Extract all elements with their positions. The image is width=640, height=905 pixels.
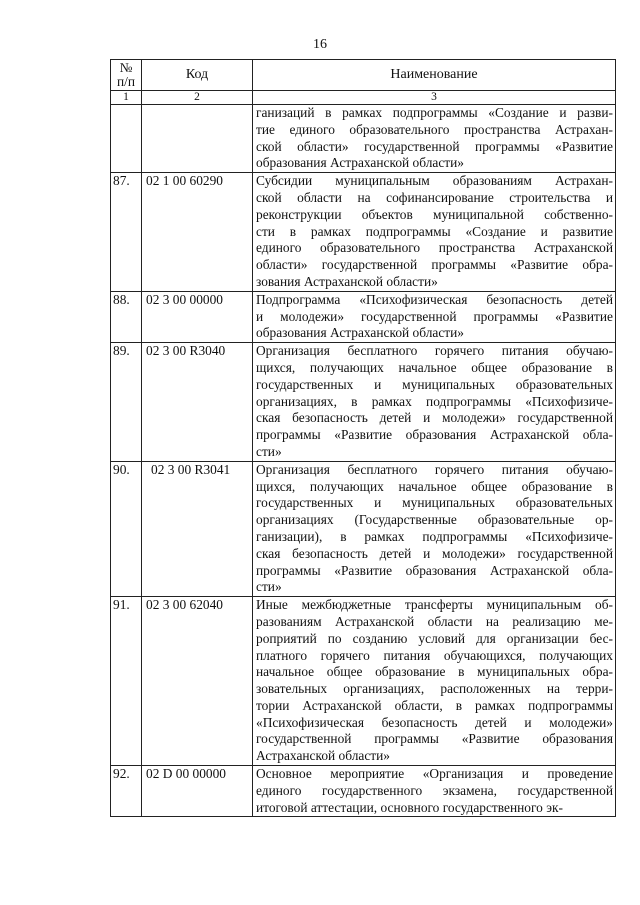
table-row xyxy=(111,173,616,292)
name-line: «Психофизическая безопасность детей и молодежи» xyxy=(256,714,613,730)
row-number: 88. xyxy=(111,291,142,342)
name-line: зовательных организациях, расположенных на терри- xyxy=(256,681,613,697)
row-code xyxy=(142,105,253,173)
header-code: Код xyxy=(142,60,253,91)
table-row xyxy=(111,766,616,817)
row-name xyxy=(253,291,616,342)
name-line: Организация бесплатного горячего питания обучаю- xyxy=(256,461,613,477)
row-number: 90. xyxy=(111,461,142,596)
row-number: 87. xyxy=(111,173,142,292)
row-code: 02 3 00 62040 xyxy=(142,597,253,766)
name-line: ской области» государственной программы «Развитие xyxy=(256,138,613,154)
name-line: щихся, получающих начальное общее образование в xyxy=(256,478,613,494)
table-row xyxy=(111,343,616,462)
name-line: сти» xyxy=(256,579,282,595)
name-line: области» государственной программы «Развитие обра- xyxy=(256,257,613,273)
header-num-line: п/п xyxy=(116,74,136,89)
header-num-line: № xyxy=(119,60,133,75)
row-name xyxy=(253,343,616,462)
name-line: Организация бесплатного горячего питания обучаю- xyxy=(256,343,613,359)
row-name xyxy=(253,105,616,173)
name-line: и молодежи» государственной программы «Развитие xyxy=(256,308,613,324)
budget-code-table xyxy=(110,59,616,817)
page-number: 16 xyxy=(313,37,327,52)
name-line: образования Астраханской области» xyxy=(256,325,464,341)
row-code: 02 3 00 R3041 xyxy=(142,461,253,596)
row-number: 92. xyxy=(111,766,142,817)
name-line: ганизации), в рамках подпрограммы «Психофизиче- xyxy=(256,528,613,544)
name-line: роприятий по созданию условий для организации бес- xyxy=(256,630,613,646)
name-line: единого образовательного пространства Астраханской xyxy=(256,240,613,256)
name-line: государственных и муниципальных образовательных xyxy=(256,495,613,511)
row-name xyxy=(253,597,616,766)
name-line: организациях, в рамках подпрограммы «Психофизиче- xyxy=(256,393,613,409)
name-line: начальное общее образование в муниципальных обра- xyxy=(256,664,613,680)
name-line: образования Астраханской области» xyxy=(256,155,464,171)
row-name xyxy=(253,173,616,292)
name-line: платного горячего питания обучающихся, получающих xyxy=(256,647,613,663)
name-line: сти в рамках подпрограммы «Создание и развитие xyxy=(256,223,613,239)
name-line: программы «Развитие образования Астраханской обла- xyxy=(256,427,613,443)
name-line: разованиям Астраханской области на реализацию ме- xyxy=(256,613,613,629)
name-line: Иные межбюджетные трансферты муниципальным об- xyxy=(256,597,613,613)
row-code: 02 1 00 60290 xyxy=(142,173,253,292)
name-line: организациях (Государственные образовательные ор- xyxy=(256,512,613,528)
column-index-row xyxy=(111,91,616,105)
table-body xyxy=(111,105,616,817)
name-line: государственных и муниципальных образовательных xyxy=(256,376,613,392)
name-line: Основное мероприятие «Организация и проведение xyxy=(256,766,613,782)
row-name xyxy=(253,766,616,817)
row-number: 91. xyxy=(111,597,142,766)
name-line: реконструкции объектов муниципальной собственно- xyxy=(256,206,613,222)
name-line: ганизаций в рамках подпрограммы «Создание и разви- xyxy=(256,105,613,120)
name-line: единого государственного экзамена, государственной xyxy=(256,782,613,798)
column-index: 2 xyxy=(142,91,253,105)
table-row xyxy=(111,105,616,173)
name-line: тории Астраханской области, в рамках подпрограммы xyxy=(256,697,613,713)
header-name: Наименование xyxy=(253,60,616,91)
row-number: 89. xyxy=(111,343,142,462)
column-index: 3 xyxy=(253,91,616,105)
name-line: ская безопасность детей и молодежи» государственной xyxy=(256,410,613,426)
name-line: итоговой аттестации, основного государственного эк- xyxy=(256,799,563,815)
name-line: государственной программы «Развитие образования xyxy=(256,731,613,747)
name-line: щихся, получающих начальное общее образование в xyxy=(256,359,613,375)
name-line: Субсидии муниципальным образованиям Астрахан- xyxy=(256,173,613,189)
name-line: ская безопасность детей и молодежи» государственной xyxy=(256,545,613,561)
name-line: Подпрограмма «Психофизическая безопасность детей xyxy=(256,291,613,307)
row-name xyxy=(253,461,616,596)
column-index: 1 xyxy=(111,91,142,105)
table-row xyxy=(111,461,616,596)
table-header xyxy=(111,60,616,105)
table-row xyxy=(111,291,616,342)
table-row xyxy=(111,597,616,766)
name-line: зования Астраханской области» xyxy=(256,273,438,289)
row-number xyxy=(111,105,142,173)
name-line: ской области на софинансирование строительства и xyxy=(256,189,613,205)
name-line: сти» xyxy=(256,443,282,459)
name-line: тие единого образовательного пространства Астрахан- xyxy=(256,121,613,137)
header-num xyxy=(111,60,142,91)
row-code: 02 D 00 00000 xyxy=(142,766,253,817)
row-code: 02 3 00 R3040 xyxy=(142,343,253,462)
name-line: программы «Развитие образования Астраханской обла- xyxy=(256,562,613,578)
row-code: 02 3 00 00000 xyxy=(142,291,253,342)
name-line: Астраханской области» xyxy=(256,748,390,764)
